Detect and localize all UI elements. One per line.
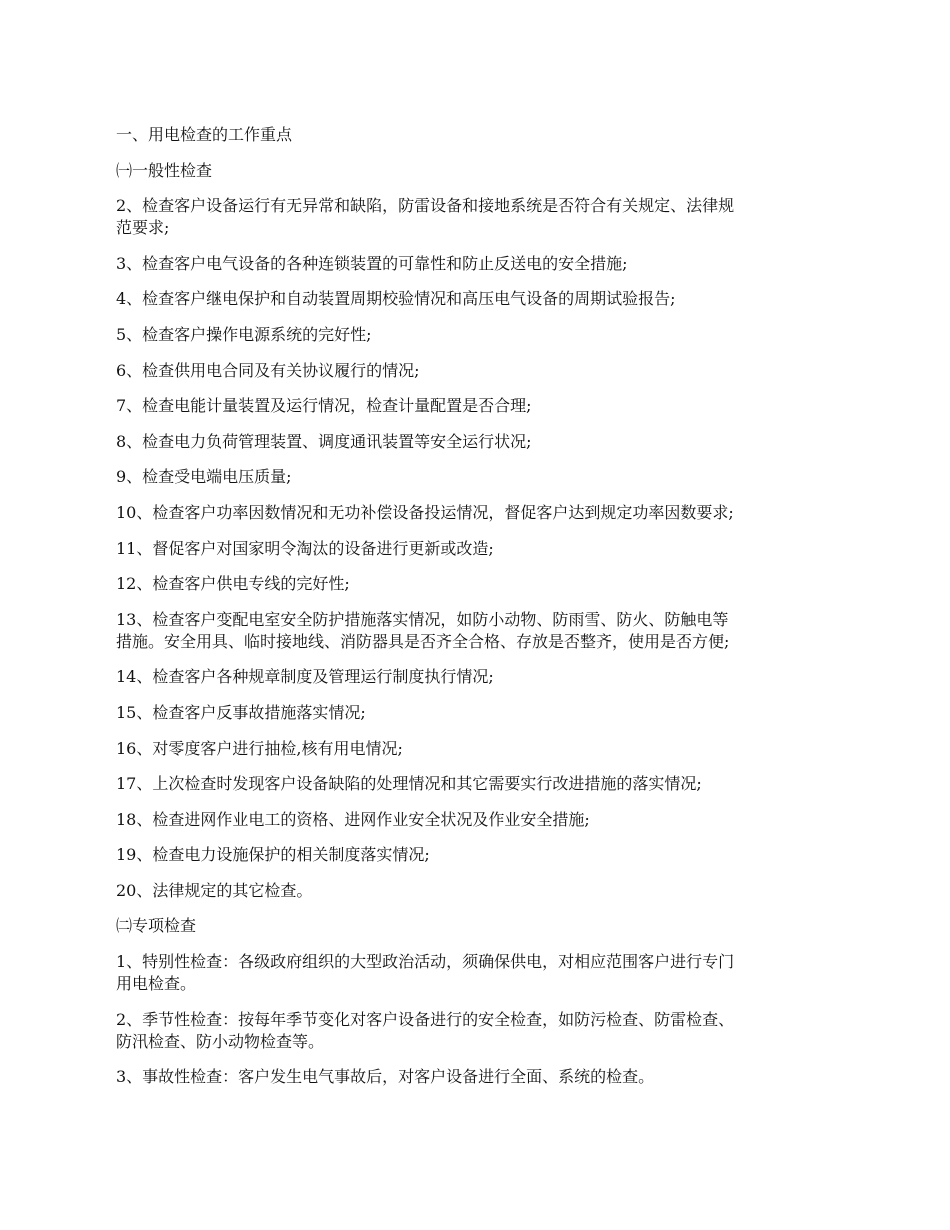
section-heading: 一、用电检查的工作重点 (116, 125, 293, 144)
list-item: 14、检查客户各种规章制度及管理运行制度执行情况; (116, 667, 494, 687)
list-item: 3、检查客户电气设备的各种连锁装置的可靠性和防止反送电的安全措施; (116, 253, 628, 273)
subsection-heading-general-inspection: ㈠一般性检查 (116, 160, 213, 180)
list-item: 10、检查客户功率因数情况和无功补偿设备投运情况，督促客户达到规定功率因数要求; (116, 502, 734, 522)
list-item: 20、法律规定的其它检查。 (116, 880, 313, 900)
list-item: 5、检查客户操作电源系统的完好性; (116, 324, 372, 344)
list-item: 16、对零度客户进行抽检,核有用电情况; (116, 738, 403, 758)
list-item: 11、督促客户对国家明令淘汰的设备进行更新或改造; (116, 538, 494, 558)
list-item: 8、检查电力负荷管理装置、调度通讯装置等安全运行状况; (116, 431, 532, 451)
list-item: 18、检查进网作业电工的资格、进网作业安全状况及作业安全措施; (116, 809, 590, 829)
list-item: 2、季节性检查：按每年季节变化对客户设备进行的安全检查，如防污检查、防雷检查、 防汛检查、防小动物检查等。 (116, 1009, 735, 1051)
subsection-heading-special-inspection: ㈡专项检查 (116, 916, 197, 936)
list-item: 13、检查客户变配电室安全防护措施落实情况，如防小动物、防雨雪、防火、防触电等 措施。安全用具、临时接地线、消防器具是否齐全合格、存放是否整齐，使用是否方便; (116, 609, 730, 651)
document-page (116, 124, 836, 1102)
list-item: 12、检查客户供电专线的完好性; (116, 574, 350, 594)
list-item: 3、事故性检查：客户发生电气事故后，对客户设备进行全面、系统的检查。 (116, 1067, 655, 1087)
list-item: 2、检查客户设备运行有无异常和缺陷，防雷设备和接地系统是否符合有关规定、法律规 范要求; (116, 196, 735, 238)
list-item: 9、检查受电端电压质量; (116, 467, 292, 487)
list-item: 17、上次检查时发现客户设备缺陷的处理情况和其它需要实行改进措施的落实情况; (116, 774, 702, 794)
list-item: 4、检查客户继电保护和自动装置周期校验情况和高压电气设备的周期试验报告; (116, 289, 676, 309)
list-item: 7、检查电能计量装置及运行情况，检查计量配置是否合理; (116, 396, 532, 416)
list-item: 1、特别性检查：各级政府组织的大型政治活动，须确保供电，对相应范围客户进行专门 用电检查。 (116, 952, 735, 994)
list-item: 19、检查电力设施保护的相关制度落实情况; (116, 845, 430, 865)
list-item: 6、检查供用电合同及有关协议履行的情况; (116, 360, 420, 380)
list-item: 15、检查客户反事故措施落实情况; (116, 702, 366, 722)
